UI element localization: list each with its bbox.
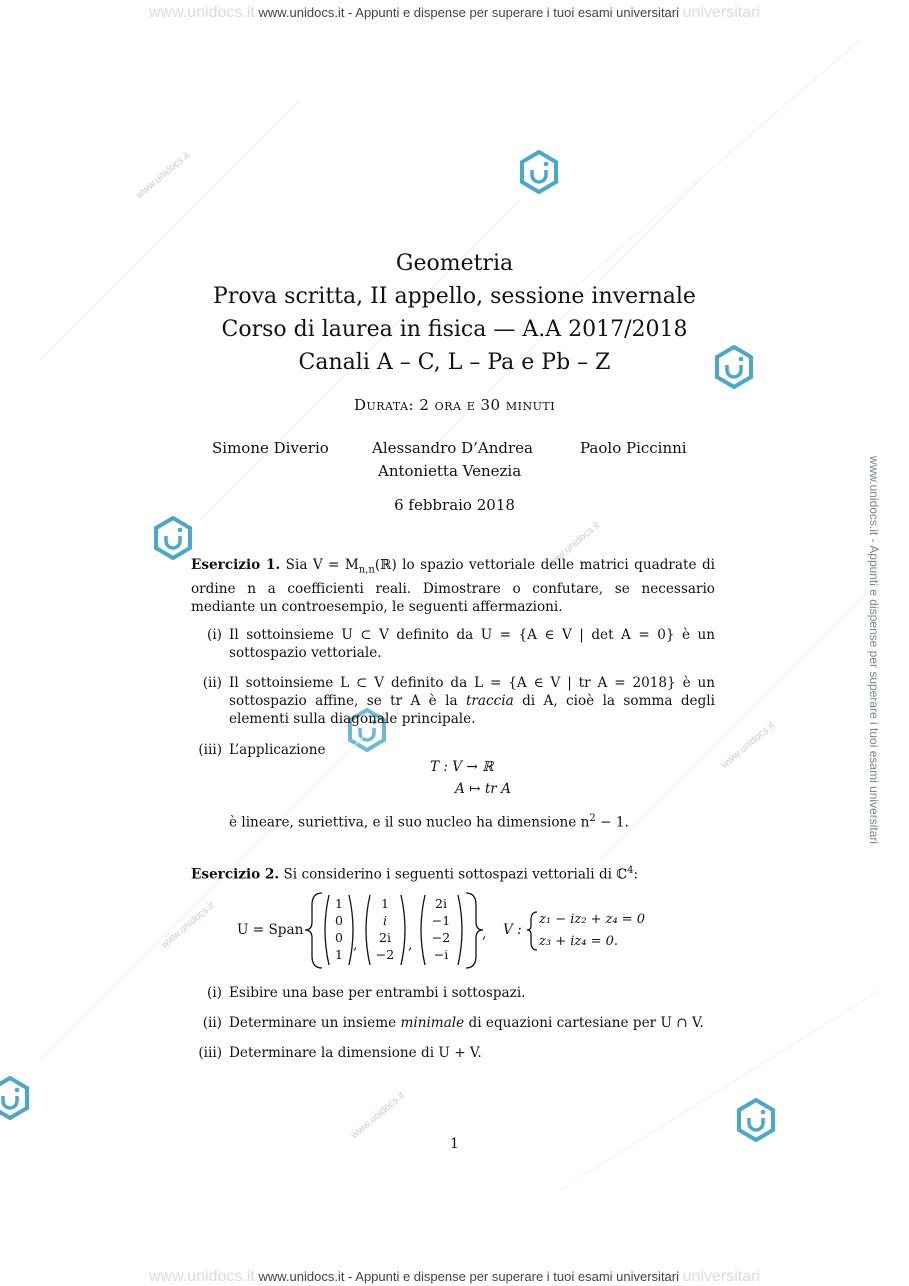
item-label: (i)	[207, 985, 222, 1001]
span-label: U = Span	[237, 922, 304, 938]
separator: ,	[482, 926, 487, 942]
exercise-1-heading: Esercizio 1.	[191, 557, 281, 573]
exercise-2-heading: Esercizio 2.	[191, 866, 280, 883]
text: Si considerino i seguenti sottospazi vettoriali di ℂ	[283, 866, 628, 883]
author: Antonietta Venezia	[378, 462, 522, 480]
watermark-diagonal: www.unidocs.it	[544, 520, 602, 571]
item-label: (ii)	[202, 675, 222, 691]
page-number: 1	[450, 1136, 459, 1152]
emphasis: minimale	[400, 1015, 465, 1031]
degree-line: Corso di laurea in fisica — A.A 2017/2018	[221, 317, 688, 342]
vector-entry: 2i	[435, 896, 447, 911]
exercise-2-item-i: Esibire una base per entrambi i sottospazi.	[229, 985, 526, 1001]
watermark-diagonal: www.unidocs.it	[159, 900, 217, 951]
watermark-diagonal: www.unidocs.it	[134, 150, 192, 201]
text: di A, cioè la somma degli elementi sulla diagonale principale.	[229, 693, 715, 727]
exercise-1-item-i: Il sottoinsieme U ⊂ V definito da U = {A ∈ V | det A = 0} è un sottospazio vettoriale.	[229, 627, 715, 661]
watermark-diagonal: www.unidocs.it	[719, 720, 777, 771]
channels-line: Canali A – C, L – Pa e Pb – Z	[298, 350, 611, 375]
item-label: (ii)	[202, 1015, 222, 1031]
superscript: 2	[589, 813, 596, 824]
equation-1: z₁ − iz₂ + z₄ = 0	[539, 912, 646, 927]
text: Sia V = M	[285, 557, 359, 573]
map-definition: T : V → ℝ	[430, 759, 494, 775]
watermark-text: www.unidocs.it - Appunti e dispense per superare i tuoi esami universitari	[258, 5, 679, 20]
item-label: (iii)	[198, 742, 222, 758]
text: è lineare, suriettiva, e il suo nucleo ha dimensione n	[229, 814, 590, 831]
vector-entry: 0	[335, 930, 343, 945]
vector-entry: 1	[335, 947, 343, 962]
emphasis: traccia	[465, 693, 514, 709]
exam-date: 6 febbraio 2018	[394, 496, 515, 514]
watermark-ghost: www.unidocs.it	[149, 4, 255, 21]
item-label: (iii)	[198, 1045, 222, 1061]
superscript: 4	[627, 865, 634, 876]
vector-entry: 2i	[379, 930, 391, 945]
author: Paolo Piccinni	[580, 439, 687, 457]
text: Il sottoinsieme L ⊂ V definito da L = {A ∈ V | tr A = 2018} è un sottospazio affine, se tr A è la	[229, 675, 715, 709]
watermark-ghost: www.unidocs.it	[149, 1268, 255, 1285]
vector-entry: −2	[431, 930, 451, 945]
vector-entry: 1	[335, 896, 343, 911]
exercise-2-item-iii: Determinare la dimensione di U + V.	[229, 1045, 482, 1061]
v-label: V :	[503, 922, 522, 938]
separator: ,	[353, 937, 358, 953]
separator: ,	[408, 937, 413, 953]
exercise-1-item-iii: L’applicazione	[229, 742, 326, 758]
vector-entry: 0	[335, 913, 343, 928]
vector-entry: 1	[381, 896, 389, 911]
text: − 1.	[595, 814, 629, 831]
watermark-text: www.unidocs.it - Appunti e dispense per superare i tuoi esami universitari	[258, 1269, 679, 1284]
equation-2: z₃ + iz₄ = 0.	[539, 934, 618, 949]
subscript: n,n	[358, 564, 375, 576]
duration: Durata: 2 ora e 30 minuti	[353, 396, 556, 414]
vector-entry: −1	[431, 913, 451, 928]
item-label: (i)	[207, 627, 222, 643]
author: Alessandro D’Andrea	[372, 439, 533, 457]
map-rule: A ↦ tr A	[455, 781, 511, 797]
watermark-ghost: universitari	[682, 1268, 760, 1285]
exam-subtitle: Prova scritta, II appello, sessione invernale	[213, 284, 696, 309]
text: (ℝ) lo spazio vettoriale delle matrici quadrate di ordine n a coefficienti reali. Dimostrare o confutare, se necessario mediante un controesempio, le seguenti affermazioni.	[191, 557, 716, 615]
text: Determinare un insieme	[229, 1015, 401, 1031]
watermark-ghost: universitari	[682, 4, 760, 21]
author: Simone Diverio	[212, 439, 329, 457]
vector-entry: −2	[375, 947, 395, 962]
watermark-diagonal: www.unidocs.it	[349, 1090, 407, 1141]
vector-entry: i	[383, 913, 387, 928]
watermark-side-right: www.unidocs.it - Appunti e dispense per superare i tuoi esami universitari	[867, 455, 882, 845]
course-title: Geometria	[395, 251, 514, 276]
exercise-2-item-ii	[229, 1014, 715, 1032]
vector-entry: −i	[433, 947, 449, 962]
text: :	[633, 866, 639, 883]
text: di equazioni cartesiane per U ∩ V.	[464, 1015, 704, 1031]
